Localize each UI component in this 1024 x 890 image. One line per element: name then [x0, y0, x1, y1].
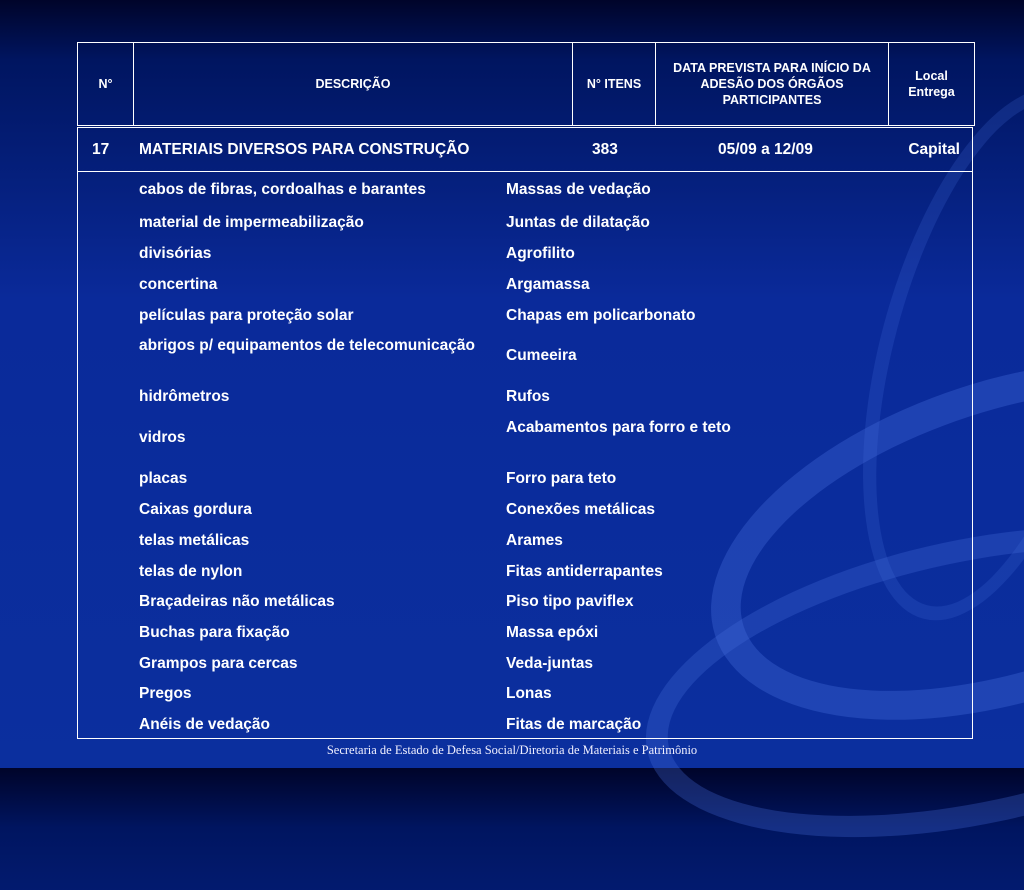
- item-left: telas metálicas: [139, 532, 250, 549]
- lot-data: 05/09 a 12/09: [718, 141, 813, 158]
- item-left: Anéis de vedação: [139, 716, 270, 733]
- item-left: películas para proteção solar: [139, 307, 354, 324]
- item-right: Cumeeira: [506, 347, 577, 364]
- item-right: Arames: [506, 532, 563, 549]
- item-right: Fitas de marcação: [506, 716, 642, 733]
- item-right: Juntas de dilatação: [506, 214, 650, 231]
- lot-row: [78, 128, 972, 172]
- item-left: cabos de fibras, cordoalhas e barantes: [139, 181, 426, 198]
- item-right: Argamassa: [506, 276, 590, 293]
- header-data-prevista: DATA PREVISTA PARA INÍCIO DA ADESÃO DOS ÓRGÃOS PARTICIPANTES: [656, 43, 889, 125]
- item-left: divisórias: [139, 245, 212, 262]
- items-table: [77, 127, 973, 739]
- item-left: Buchas para fixação: [139, 624, 290, 641]
- item-right: Piso tipo paviflex: [506, 593, 634, 610]
- item-right: Fitas antiderrapantes: [506, 563, 663, 580]
- item-left: Pregos: [139, 685, 192, 702]
- item-left: telas de nylon: [139, 563, 243, 580]
- item-left: Braçadeiras não metálicas: [139, 593, 335, 610]
- item-right: Massa epóxi: [506, 624, 599, 641]
- header-itens: N° ITENS: [573, 43, 656, 125]
- item-left: abrigos p/ equipamentos de telecomunicação: [139, 337, 475, 354]
- lot-descricao: MATERIAIS DIVERSOS PARA CONSTRUÇÃO: [139, 141, 470, 158]
- item-right: Forro para teto: [506, 470, 617, 487]
- item-right: Acabamentos para forro e teto: [506, 419, 731, 436]
- item-left: Caixas gordura: [139, 501, 252, 518]
- item-left: vidros: [139, 429, 186, 446]
- item-right: Chapas em policarbonato: [506, 307, 696, 324]
- lot-local: Capital: [908, 141, 960, 158]
- item-left: concertina: [139, 276, 218, 293]
- item-right: Veda-juntas: [506, 655, 593, 672]
- header-local: Local Entrega: [908, 69, 955, 99]
- header-num: N°: [78, 43, 134, 125]
- header-descricao: DESCRIÇÃO: [134, 43, 573, 125]
- item-left: Grampos para cercas: [139, 655, 298, 672]
- item-right: Rufos: [506, 388, 550, 405]
- item-right: Massas de vedação: [506, 181, 651, 198]
- item-right: Lonas: [506, 685, 552, 702]
- item-left: placas: [139, 470, 188, 487]
- footer-text: Secretaria de Estado de Defesa Social/Diretoria de Materiais e Patrimônio: [326, 743, 698, 757]
- item-right: Conexões metálicas: [506, 501, 656, 518]
- item-left: hidrômetros: [139, 388, 230, 405]
- item-left: material de impermeabilização: [139, 214, 364, 231]
- item-right: Agrofilito: [506, 245, 575, 262]
- table-header: [77, 42, 975, 126]
- lot-num: 17: [92, 141, 110, 158]
- lot-itens: 383: [592, 141, 618, 158]
